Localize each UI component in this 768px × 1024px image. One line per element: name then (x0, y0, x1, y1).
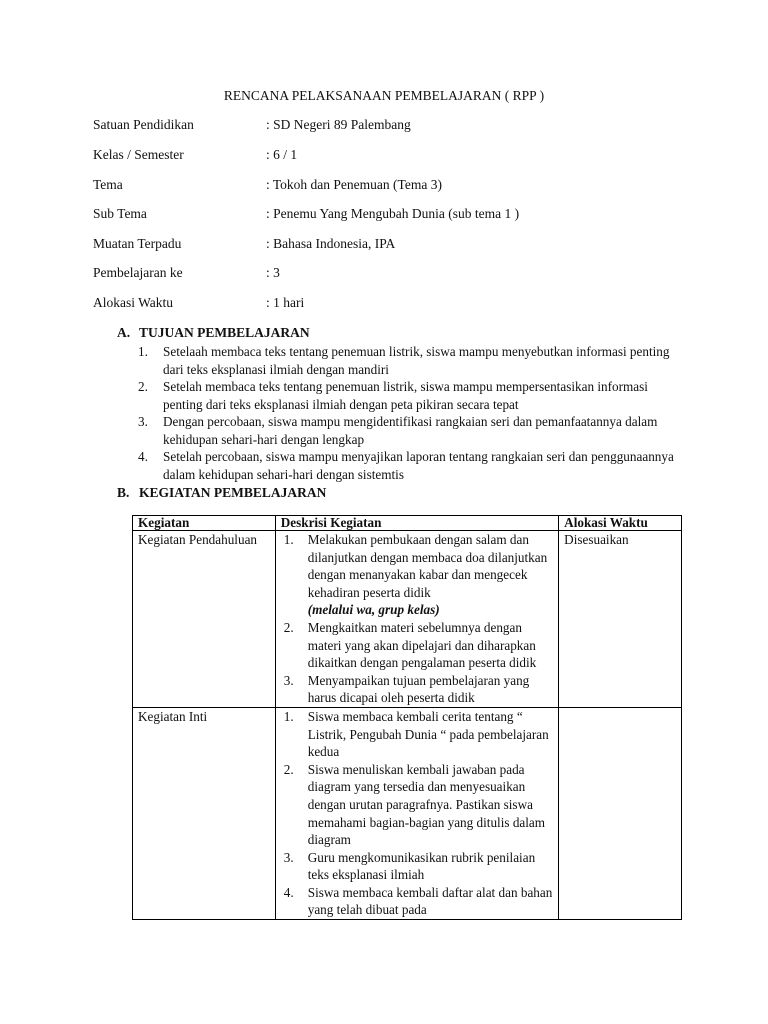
table-row (133, 707, 682, 919)
info-label: Pembelajaran ke (93, 265, 183, 280)
section-b-heading (117, 485, 326, 501)
objectives-list (138, 343, 678, 483)
info-value: : 1 hari (266, 295, 305, 310)
step-list (281, 531, 553, 707)
list-text: Setelah percobaan, siswa mampu menyajikan laporan tentang rangkaian seri dan penggunaannya dalam kehidupan sehari-hari dengan sistemtis (163, 449, 674, 482)
kegiatan-cell: Kegiatan Inti (133, 707, 276, 919)
deskripsi-cell (275, 531, 558, 708)
info-label: Alokasi Waktu (93, 295, 174, 310)
deskripsi-cell (275, 707, 558, 919)
info-value: : Bahasa Indonesia, IPA (266, 236, 396, 251)
table-row (133, 531, 682, 708)
info-label: Kelas / Semester (93, 147, 184, 162)
list-number: 4. (138, 449, 148, 464)
alokasi-cell: Disesuaikan (559, 531, 682, 708)
info-label: Satuan Pendidikan (93, 117, 194, 132)
list-item (138, 448, 678, 483)
info-value: : SD Negeri 89 Palembang (266, 117, 411, 132)
list-text: Siswa membaca kembali cerita tentang “ Listrik, Pengubah Dunia “ pada pembelajaran kedua (307, 708, 549, 760)
list-text: Siswa menuliskan kembali jawaban pada diagram yang tersedia dan menyesuaikan dengan urutan paragrafnya. Pastikan siswa memahami bagian-bagian yang ditulis dalam diagram (307, 761, 546, 848)
section-title: TUJUAN PEMBELAJARAN (139, 325, 310, 340)
list-text: Mengkaitkan materi sebelumnya dengan materi yang akan dipelajari dan diharapkan dikaitkan dengan pengalaman peserta didik (307, 619, 537, 671)
list-text: Menyampaikan tujuan pembelajaran yang harus dicapai oleh peserta didik (307, 672, 530, 706)
section-a-heading (117, 325, 310, 341)
list-number: 3. (283, 672, 294, 688)
list-number: 3. (138, 414, 148, 429)
list-item (281, 619, 553, 672)
list-number: 2. (283, 761, 294, 777)
list-item (138, 378, 678, 413)
column-header-deskripsi: Deskrisi Kegiatan (275, 516, 558, 531)
list-text: Melakukan pembukaan dengan salam dan dilanjutkan dengan membaca doa dilanjutkan dengan menanyakan kabar dan mengecek kehadiran peserta didik (307, 532, 548, 600)
kegiatan-cell: Kegiatan Pendahuluan (133, 531, 276, 708)
section-marker: A. (117, 325, 131, 340)
list-item (281, 531, 553, 619)
list-number: 1. (283, 532, 294, 547)
list-number: 2. (138, 379, 148, 394)
info-value: : Penemu Yang Mengubah Dunia (sub tema 1 ) (266, 206, 520, 221)
document-title: RENCANA PELAKSANAAN PEMBELAJARAN ( RPP ) (223, 88, 545, 103)
info-label: Sub Tema (93, 206, 147, 221)
info-value: : 6 / 1 (266, 147, 298, 162)
column-header-kegiatan: Kegiatan (133, 516, 276, 531)
list-item (281, 849, 553, 884)
table-header-row (133, 516, 682, 531)
alokasi-cell (559, 707, 682, 919)
info-label: Muatan Terpadu (93, 236, 182, 251)
list-number: 1. (283, 708, 294, 724)
list-item (138, 343, 678, 378)
list-number: 3. (283, 849, 294, 865)
list-item (138, 413, 678, 448)
list-item (281, 761, 553, 849)
section-marker: B. (117, 485, 130, 500)
list-number: 2. (283, 619, 294, 635)
list-number: 1. (138, 344, 148, 359)
info-value: : 3 (266, 265, 280, 280)
list-number: 4. (283, 884, 294, 900)
list-text: Guru mengkomunikasikan rubrik penilaian teks eksplanasi ilmiah (307, 849, 536, 883)
list-text: Dengan percobaan, siswa mampu mengidentifikasi rangkaian seri dan pemanfaatannya dalam kehidupan sehari-hari dengan lengkap (163, 414, 658, 447)
list-text: Setelaah membaca teks tentang penemuan listrik, siswa mampu menyebutkan informasi penting dari teks eksplanasi ilmiah dengan mandiri (163, 344, 670, 377)
emphasis-note: (melalui wa, grup kelas) (307, 602, 440, 618)
info-label: Tema (93, 177, 123, 192)
activities-table (132, 515, 682, 920)
list-text: Siswa membaca kembali daftar alat dan bahan yang telah dibuat pada (307, 884, 553, 918)
list-item (281, 672, 553, 707)
info-value: : Tokoh dan Penemuan (Tema 3) (266, 177, 442, 192)
list-item (281, 884, 553, 919)
column-header-alokasi: Alokasi Waktu (559, 516, 682, 531)
step-list (281, 708, 553, 919)
section-title: KEGIATAN PEMBELAJARAN (139, 485, 327, 500)
list-text: Setelah membaca teks tentang penemuan listrik, siswa mampu mempersentasikan informasi penting dari teks eksplanasi ilmiah dengan peta pikiran secara tepat (163, 379, 648, 412)
list-item (281, 708, 553, 761)
